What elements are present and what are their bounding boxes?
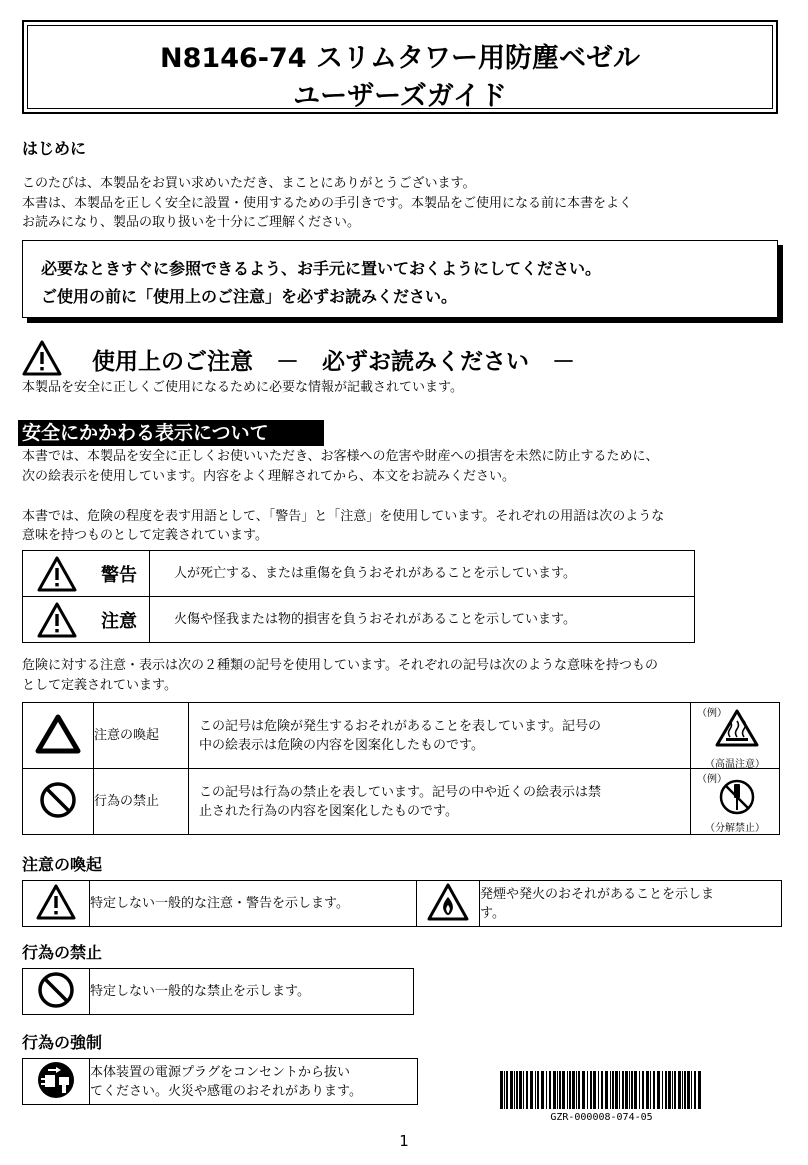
table-row (23, 769, 780, 835)
barcode-bar (687, 1071, 690, 1109)
barcode-bar (610, 1071, 611, 1109)
barcode-bar (642, 1071, 644, 1109)
notice-box (22, 240, 778, 318)
barcode-bar (612, 1071, 614, 1109)
barcode-bar (510, 1071, 513, 1109)
intro-heading: はじめに (22, 139, 87, 158)
safety-para1-line-1: 本書では、本製品を安全に正しくお使いいただき、お客様への危害や財産への損害を未然に防止するために、 (22, 449, 659, 464)
no-disassembly-icon (717, 777, 757, 817)
barcode-bar (672, 1071, 673, 1109)
barcode-bar (629, 1071, 630, 1109)
barcode-bar (622, 1071, 624, 1109)
example-cell (691, 703, 780, 769)
unplug-icon (36, 1060, 76, 1100)
notice-line-2: ご使用の前に「使用上のご注意」を必ずお読みください。 (41, 287, 458, 306)
caution-level-cell (23, 597, 150, 643)
warning-triangle-icon (22, 340, 62, 376)
barcode-bar (519, 1071, 522, 1109)
barcode (498, 1071, 705, 1109)
barcode-bar (665, 1071, 667, 1109)
barcode-bar (541, 1071, 544, 1109)
barcode-bar (569, 1071, 571, 1109)
barcode-bar (625, 1071, 628, 1109)
barcode-bar (562, 1071, 565, 1109)
barcode-bar (650, 1071, 651, 1109)
caution-desc: 火傷や怪我または物的損害を負うおそれがあることを示しています。 (150, 597, 695, 643)
prohibit-icon-cell (23, 969, 90, 1015)
barcode-bar (514, 1071, 515, 1109)
attention-fire-cell (480, 881, 782, 927)
symbol-desc-cell (189, 703, 691, 769)
intro-line-3: お読みになり、製品の取り扱いを十分にご理解ください。 (22, 215, 361, 230)
barcode-bar (535, 1071, 536, 1109)
warning-triangle-icon (37, 602, 77, 638)
caution-triangle-icon (35, 714, 81, 754)
barcode-bar (639, 1071, 640, 1109)
prohibit-table (22, 968, 414, 1015)
attention-fire-line-1: 発煙や発火のおそれがあることを示しま (480, 886, 715, 902)
table-row (23, 703, 780, 769)
attention-icon-cell (417, 881, 480, 927)
barcode-bar (516, 1071, 518, 1109)
barcode-bar (557, 1071, 558, 1109)
barcode-bar (587, 1071, 588, 1109)
notice-line-1: 必要なときすぐに参照できるよう、お手元に置いておくようにしてください。 (41, 259, 602, 278)
barcode-bar (619, 1071, 620, 1109)
barcode-bar (578, 1071, 580, 1109)
barcode-bar (546, 1071, 547, 1109)
barcode-bar (572, 1071, 575, 1109)
warning-label: 警告 (101, 564, 137, 586)
mandatory-table (22, 1058, 418, 1105)
mandatory-icon-cell (23, 1059, 90, 1105)
attention-icon-cell (23, 881, 90, 927)
attention-general-text: 特定しない一般的な注意・警告を示します。 (90, 881, 417, 927)
symbol-desc-cell (189, 769, 691, 835)
barcode-bar (605, 1071, 608, 1109)
barcode-bar (646, 1071, 649, 1109)
example-cell (691, 769, 780, 835)
barcode-bar (698, 1071, 701, 1109)
barcode-text: GZR-000008-074-05 (550, 1112, 653, 1123)
attention-heading: 注意の喚起 (22, 855, 103, 874)
barcode-bar (526, 1071, 528, 1109)
attention-table (22, 880, 782, 927)
barcode-bar (590, 1071, 592, 1109)
symbol-desc-line-2: 中の絵表示は危険の内容を図案化したものです。 (199, 737, 484, 753)
barcode-bar (674, 1071, 676, 1109)
prohibit-heading: 行為の禁止 (22, 943, 103, 962)
barcode-bar (598, 1071, 599, 1109)
symbol-desc-line-1: この記号は行為の禁止を表しています。記号の中や近くの絵表示は禁 (199, 784, 601, 800)
barcode-bar (559, 1071, 561, 1109)
table-row (23, 969, 414, 1015)
symbol-desc-line-1: この記号は危険が発生するおそれがあることを表しています。記号の (199, 718, 601, 734)
barcode-bar (506, 1071, 508, 1109)
barcode-bar (691, 1071, 692, 1109)
warning-triangle-icon (37, 556, 77, 592)
barcode-bar (682, 1071, 683, 1109)
document-subtitle: ユーザーズガイド (293, 81, 507, 112)
barcode-bar (653, 1071, 655, 1109)
mandatory-line-1: 本体装置の電源プラグをコンセントから抜い (90, 1064, 351, 1080)
barcode-bar (500, 1071, 503, 1109)
mandatory-text-cell (90, 1059, 418, 1105)
example-caption: （分解禁止） (705, 823, 765, 834)
example-prefix: （例） (697, 774, 727, 785)
example-caption: （高温注意） (705, 759, 765, 770)
symbol-label: 行為の禁止 (94, 769, 189, 835)
table-row (23, 597, 695, 643)
barcode-bar (657, 1071, 660, 1109)
example-prefix: （例） (697, 708, 727, 719)
barcode-bar (601, 1071, 603, 1109)
symbols-table (22, 702, 780, 835)
warning-triangle-icon (36, 884, 76, 920)
prohibit-text: 特定しない一般的な禁止を示します。 (90, 969, 414, 1015)
title-box-inner (27, 25, 773, 112)
barcode-bar (553, 1071, 556, 1109)
safety-para1-line-2: 次の絵表示を使用しています。内容をよく理解されてから、本文をお読みください。 (22, 469, 515, 484)
safety-para2-line-1: 本書では、危険の程度を表す用語として、「警告」と「注意」を使用しています。それぞれの用語は次のような (22, 509, 665, 524)
barcode-bar (523, 1071, 524, 1109)
barcode-bar (634, 1071, 637, 1109)
barcode-bar (576, 1071, 577, 1109)
caution-heading: 使用上のご注意 － 必ずお読みください － (92, 349, 575, 375)
symbol-icon-cell (23, 769, 94, 835)
caution-label: 注意 (101, 610, 137, 632)
mandatory-line-2: てください。火災や感電のおそれがあります。 (90, 1083, 362, 1099)
warning-desc: 人が死亡する、または重傷を負うおそれがあることを示しています。 (150, 551, 695, 597)
symbol-icon-cell (23, 703, 94, 769)
document-title: N8146-74 スリムタワー用防塵ベゼル (160, 43, 640, 74)
page-number: 1 (399, 1132, 409, 1150)
barcode-bar (662, 1071, 663, 1109)
barcode-bar (631, 1071, 633, 1109)
safety-para2-line-2: 意味を持つものとして定義されています。 (22, 528, 268, 543)
barcode-bar (504, 1071, 505, 1109)
symbol-desc-line-2: 止された行為の内容を図案化したものです。 (199, 803, 458, 819)
barcode-bar (593, 1071, 596, 1109)
safety-display-heading: 安全にかかわる表示について (18, 420, 324, 446)
prohibition-icon (36, 970, 76, 1010)
prohibition-icon (38, 780, 78, 820)
attention-fire-line-2: す。 (480, 905, 505, 921)
table-row (23, 1059, 418, 1105)
barcode-bar (678, 1071, 681, 1109)
caution-subtext: 本製品を安全に正しくご使用になるために必要な情報が記載されています。 (22, 380, 463, 395)
danger-levels-table (22, 550, 695, 643)
intro-line-2: 本書は、本製品を正しく安全に設置・使用するための手引きです。本製品をご使用になる前に本書をよく (22, 196, 632, 211)
barcode-bar (668, 1071, 671, 1109)
barcode-bar (549, 1071, 551, 1109)
barcode-bar (684, 1071, 686, 1109)
symbol-label: 注意の喚起 (94, 703, 189, 769)
warning-level-cell (23, 551, 150, 597)
barcode-bar (694, 1071, 696, 1109)
intro-line-1: このたびは、本製品をお買い求めいただき、まことにありがとうございます。 (22, 176, 476, 191)
safety-para3-line-2: として定義されています。 (22, 678, 177, 693)
barcode-bar (582, 1071, 585, 1109)
table-row (23, 551, 695, 597)
safety-para3-line-1: 危険に対する注意・表示は次の２種類の記号を使用しています。それぞれの記号は次のような意味を持つもの (22, 658, 658, 673)
barcode-bar (530, 1071, 533, 1109)
title-box (22, 20, 778, 114)
high-temperature-icon (715, 709, 759, 747)
fire-warning-icon (427, 883, 469, 921)
barcode-bar (567, 1071, 568, 1109)
barcode-bar (537, 1071, 539, 1109)
barcode-bar (615, 1071, 618, 1109)
mandatory-heading: 行為の強制 (22, 1033, 103, 1052)
table-row (23, 881, 782, 927)
